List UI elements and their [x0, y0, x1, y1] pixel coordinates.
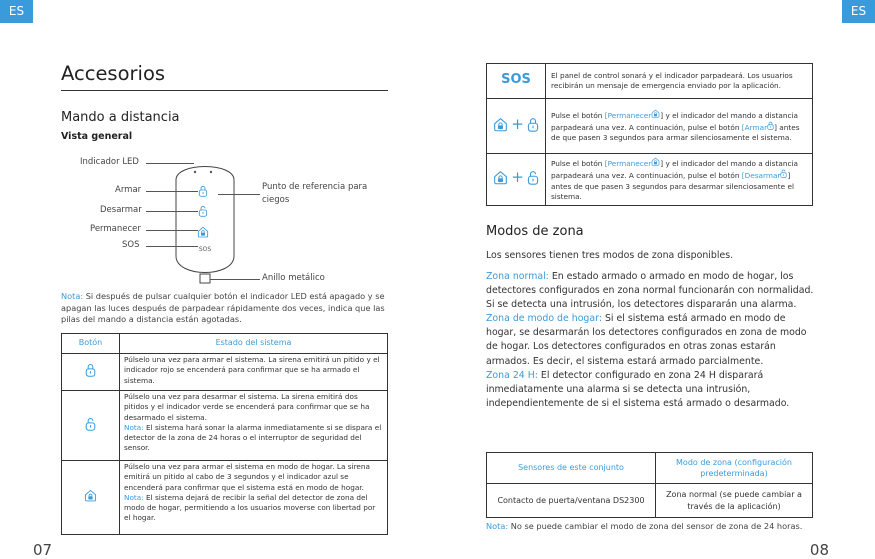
- lock-icon: [62, 354, 120, 391]
- row-text: Púlselo una vez para armar el sistema en modo de hogar. La sirena emitirá un pitido al cabo de 3 segundos y el indicador azul se encenderá para confirmar que el sistema está en modo de hogar. Nota: El sistema dejará de recibir la señal del detector de zona del modo de hogar, permitiendo a los usuarios moverse con libertad por el hogar.: [120, 461, 388, 535]
- sos-label: SOS: [501, 72, 531, 88]
- language-tab-right: ES: [842, 0, 875, 23]
- combo-icons: [487, 99, 546, 154]
- zones-intro: Los sensores tienen tres modos de zona disponibles.: [486, 250, 734, 261]
- overview-heading: Vista general: [61, 131, 133, 142]
- note-label: Nota:: [61, 291, 84, 301]
- row-text: Púlselo una vez para desarmar el sistema. La sirena emitirá dos pitidos y el indicador verde se encenderá para confirmar que se ha desarmado el sistema. Nota: El sistema hará sonar la alarma inmediatamente si se dispara el detector de la zona de 24 horas o el interruptor de seguridad del sensor.: [120, 391, 388, 461]
- zone-table: [486, 452, 813, 518]
- leader-line: [146, 191, 198, 192]
- combo-icons: [487, 154, 546, 206]
- row-text: Pulse el botón [Permanecer ] y el indicador del mando a distancia parpadeará una vez. A continuación, pulse el botón [Armar ] antes de que pasen 3 segundos para armar silenciosamente el sistema.: [546, 99, 813, 154]
- page-number-right: 08: [809, 541, 829, 559]
- table-row: [62, 354, 388, 391]
- row-text: Pulse el botón [Permanecer ] y el indicador del mando a distancia parpadeará una vez. A continuación, pulse el botón [Desarmar ] antes de que pasen 3 segundos para desarmar silenciosamente el sistema.: [546, 154, 813, 206]
- zones-heading: Modos de zona: [486, 224, 584, 239]
- label-led: Indicador LED: [80, 157, 139, 167]
- table-row: [487, 64, 813, 99]
- remote-body: [176, 167, 234, 273]
- label-sos: SOS: [122, 240, 140, 250]
- table-row: [487, 154, 813, 206]
- zone-item: Zona de modo de hogar: Si el sistema está armado en modo de hogar, se desarmarán los detectores configurados en zona de modo de hogar. Los detectores configurados en otras zonas estarán armados. Es decir, el sistema estará armado parcialmente.: [486, 313, 807, 367]
- leader-line: [146, 211, 198, 212]
- zone-list: [486, 270, 816, 411]
- row-text: El panel de control sonará y el indicador parpadeará. Los usuarios recibirán un mensaje de emergencia enviado por la aplicación.: [546, 64, 813, 99]
- remote-heading: Mando a distancia: [61, 110, 180, 125]
- leader-line: [146, 163, 194, 164]
- sensor-cell: Contacto de puerta/ventana DS2300: [487, 484, 656, 518]
- table-row: [62, 391, 388, 461]
- home-lock-icon: [62, 461, 120, 535]
- leader-line: [146, 246, 198, 247]
- led-dot: [210, 171, 212, 173]
- table-row: [62, 461, 388, 535]
- leader-line: [210, 279, 260, 280]
- table-header-row: [62, 334, 388, 354]
- leader-line: [218, 194, 260, 195]
- table-row: [487, 484, 813, 518]
- home-lock-icon: [651, 157, 660, 166]
- label-disarm: Desarmar: [100, 205, 142, 215]
- sos-cell: [487, 64, 546, 99]
- title-rule: [61, 90, 388, 91]
- unlock-icon: [62, 391, 120, 461]
- col-header-button: Botón: [62, 334, 120, 354]
- lock-icon: [527, 117, 539, 132]
- leader-line: [146, 230, 198, 231]
- remote-diagram: [170, 158, 240, 290]
- zone-item: Zona 24 H: El detector configurado en zona 24 H disparará inmediatamente una alarma si se detecta una intrusión, independientemente de si el sistema está armado o desarmado.: [486, 369, 790, 409]
- unlock-icon: [527, 170, 539, 185]
- zone-item: Zona normal: En estado armado o armado en modo de hogar, los detectores configurados en zona normal funcionarán con normalidad. Si se detecta una intrusión, los detectores dispararán una alarma.: [486, 271, 814, 311]
- language-tab-left: ES: [0, 0, 33, 23]
- note-text: Si después de pulsar cualquier botón el indicador LED está apagado y se apagan las luces después de parpadear rápidamente dos veces, indica que las pilas del mando a distancia están agotadas.: [61, 291, 385, 324]
- home-lock-icon: [493, 170, 508, 185]
- zone-mode-cell: Zona normal (se puede cambiar a través de la aplicación): [656, 484, 813, 518]
- label-stay: Permanecer: [90, 224, 141, 234]
- plus-sign: +: [511, 168, 524, 187]
- label-metal-ring: Anillo metálico: [262, 273, 325, 283]
- col-header-zone-mode: Modo de zona (configuración predeterminada): [656, 453, 813, 484]
- page-number-left: 07: [33, 541, 53, 559]
- sos-table: [486, 63, 813, 206]
- col-header-sensors: Sensores de este conjunto: [487, 453, 656, 484]
- label-arm: Armar: [115, 185, 142, 195]
- row-text: Púlselo una vez para armar el sistema. La sirena emitirá un pitido y el indicador rojo se encenderá para confirmar que se ha armado el sistema.: [120, 354, 388, 391]
- led-dot: [194, 171, 196, 173]
- table-header-row: [487, 453, 813, 484]
- remote-note: [61, 291, 389, 326]
- plus-sign: +: [511, 114, 524, 133]
- page-title: Accesorios: [61, 62, 166, 85]
- metal-ring: [200, 274, 210, 283]
- zone-note: Nota: No se puede cambiar el modo de zona del sensor de zona de 24 horas.: [486, 521, 803, 531]
- label-reference-point: Punto de referencia para ciegos: [262, 182, 368, 205]
- home-lock-icon: [493, 117, 508, 132]
- col-header-state: Estado del sistema: [120, 334, 388, 354]
- sos-button-label: SOS: [198, 246, 212, 253]
- table-row: [487, 99, 813, 154]
- button-table: [61, 333, 388, 535]
- home-lock-icon: [651, 109, 660, 118]
